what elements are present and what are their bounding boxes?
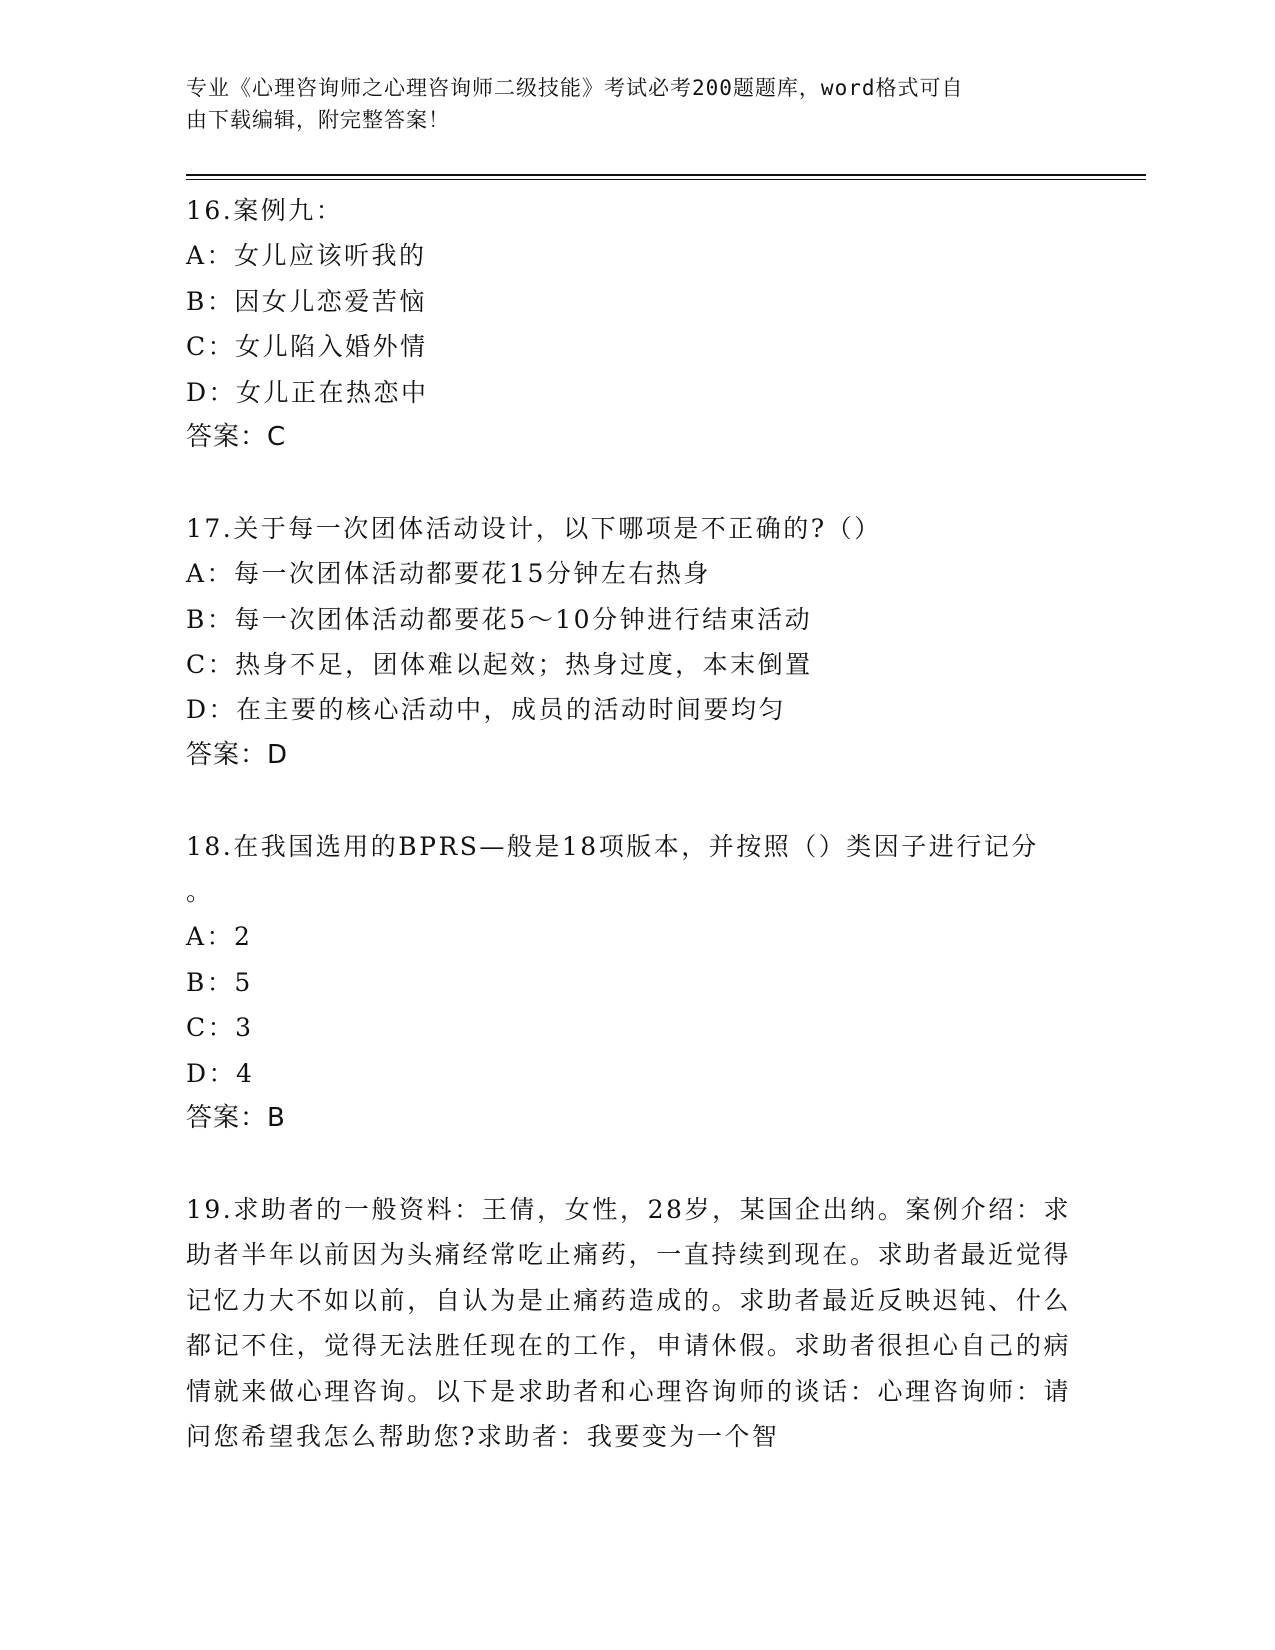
question-body: 19.求助者的一般资料：王倩，女性，28岁，某国企出纳。案例介绍：求助者半年以前因为头痛经常吃止痛药，一直持续到现在。求助者最近觉得记忆力大不如以前，自认为是止痛药造成的。求助者最近反映迟钝、什么都记不住，觉得无法胜任现在的工作，申请休假。求助者很担心自己的病情就来做心理咨询。以下是求助者和心理咨询师的谈话：心理咨询师：请问您希望我怎么帮助您?求助者：我要变为一个智 <box>186 1194 1071 1451</box>
option-a: A：每一次团体活动都要花15分钟左右热身 <box>186 559 711 589</box>
header-rule-thin <box>186 179 1146 180</box>
option-d: D：4 <box>186 1058 255 1088</box>
answer: 答案：C <box>186 422 287 453</box>
option-a: A：女儿应该听我的 <box>186 241 427 271</box>
option-b: B：每一次团体活动都要花5～10分钟进行结束活动 <box>186 604 813 634</box>
question-title: 18.在我国选用的BPRS—般是18项版本，并按照（）类因子进行记分 <box>186 831 1039 861</box>
option-c: C：3 <box>186 1013 254 1043</box>
header-rule-thick <box>186 174 1146 176</box>
question-title-continuation: 。 <box>186 877 214 907</box>
document-header <box>186 72 1066 136</box>
question-16 <box>186 188 1071 460</box>
question-list <box>186 188 1071 1505</box>
question-18 <box>186 824 1071 1142</box>
option-b: B：5 <box>186 967 253 997</box>
question-title: 16.案例九： <box>186 196 344 225</box>
question-title: 17.关于每一次团体活动设计，以下哪项是不正确的?（） <box>186 513 882 543</box>
answer: 答案：B <box>186 1103 286 1134</box>
option-a: A：2 <box>186 922 253 952</box>
answer: 答案：D <box>186 739 289 770</box>
option-b: B：因女儿恋爱苦恼 <box>186 286 427 316</box>
option-c: C：热身不足，团体难以起效；热身过度，本末倒置 <box>186 650 813 680</box>
header-line-1: 专业《心理咨询师之心理咨询师二级技能》考试必考200题题库，word格式可自 <box>186 76 964 100</box>
header-line-2: 由下载编辑，附完整答案！ <box>186 108 450 132</box>
question-19 <box>186 1187 1071 1459</box>
option-c: C：女儿陷入婚外情 <box>186 332 428 362</box>
option-d: D：女儿正在热恋中 <box>186 377 429 407</box>
option-d: D：在主要的核心活动中，成员的活动时间要均匀 <box>186 695 787 725</box>
question-17 <box>186 506 1071 778</box>
